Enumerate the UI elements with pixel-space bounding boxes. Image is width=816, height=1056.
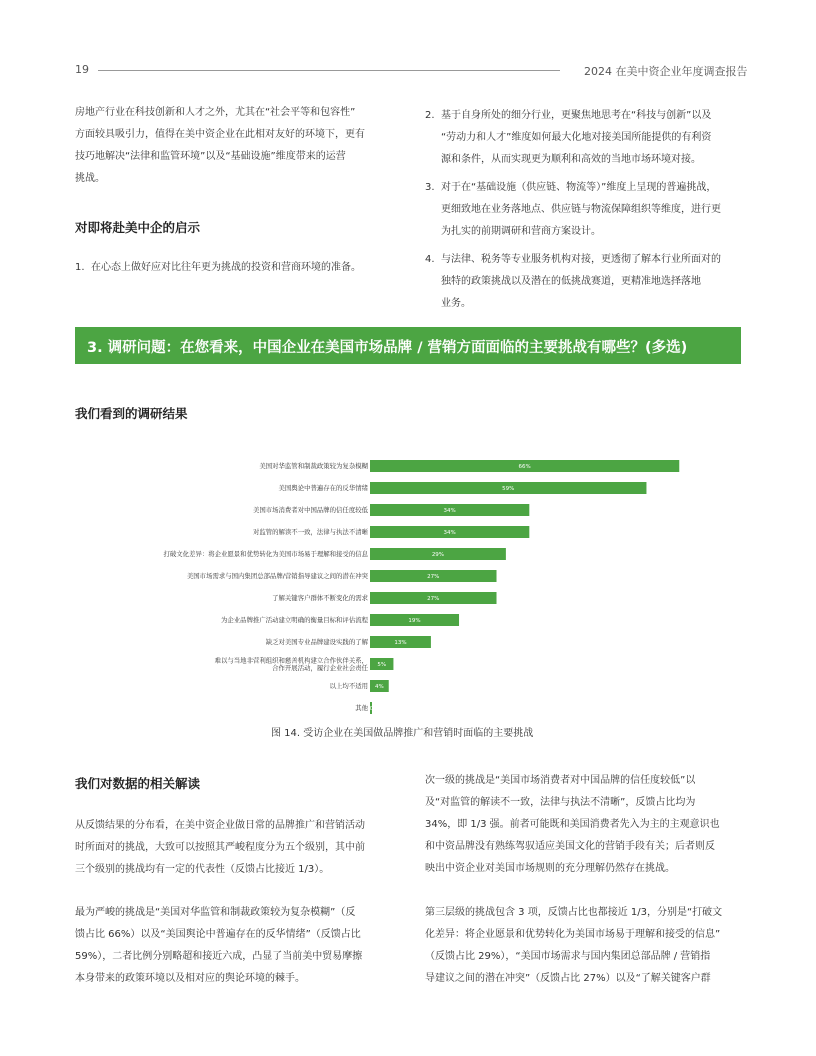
value-label: 4% [375, 684, 384, 690]
text-line: 业务。 [441, 298, 471, 309]
category-label: 难以与当地非营利组织和慈善机构建立合作伙伴关系，合作开展活动，履行企业社会责任 [214, 656, 368, 672]
list-number: 3. [425, 182, 435, 193]
banner-title: 3. 调研问题：在您看来，中国企业在美国市场品牌 / 营销方面面临的主要挑战有哪些？(多选) [87, 340, 688, 356]
text-line: （反馈占比 29%），“美国市场需求与国内集团总部品牌 / 营销指 [425, 951, 711, 962]
category-label: 以上均不适用 [329, 682, 368, 691]
value-label: 34% [443, 530, 456, 536]
left-paragraph-2 [75, 902, 362, 990]
text-line: 导建议之间的潜在冲突”（反馈占比 27%）以及“了解关键客户群 [425, 973, 711, 984]
text-line: “劳动力和人才”维度如何最大化地对接美国所能提供的有利资 [441, 132, 712, 143]
section-heading: 对即将赴美中企的启示 [75, 220, 201, 235]
text-line: 三个级别的挑战均有一定的代表性（反馈占比接近 1/3）。 [75, 864, 330, 875]
right-paragraph-1 [425, 770, 720, 880]
text-line: 和中资品牌没有熟练驾驭适应美国文化的营销手段有关；后者则反 [425, 841, 715, 852]
value-label: 27% [427, 596, 440, 602]
category-label: 对监管的解读不一致，法律与执法不清晰 [252, 528, 368, 537]
text-line: 化差异：将企业愿景和优势转化为美国市场易于理解和接受的信息” [425, 929, 721, 940]
value-label: 34% [443, 508, 456, 514]
category-label: 了解关键客户群体不断变化的需求 [272, 594, 368, 603]
text-line: 独特的政策挑战以及潜在的低挑战赛道，更精准地选择落地 [441, 276, 701, 287]
list-number: 4. [425, 254, 435, 265]
left-list [75, 257, 415, 285]
text-line: 更细致地在业务落地点、供应链与物流保障组织等维度，进行更 [441, 204, 721, 215]
text-line: 基于自身所处的细分行业，更聚焦地思考在“科技与创新”以及 [441, 110, 712, 121]
value-label: 59% [502, 486, 515, 492]
interpretation-heading: 我们对数据的相关解读 [75, 776, 201, 791]
text-line: 从反馈结果的分布看，在美中资企业做日常的品牌推广和营销活动 [75, 820, 365, 831]
text-line: 次一级的挑战是“美国市场消费者对中国品牌的信任度较低”以 [425, 775, 696, 786]
text-line: 34%，即 1/3 强。前者可能既和美国消费者先入为主的主观意识也 [425, 819, 720, 830]
text-line: 馈占比 66%）以及“美国舆论中普遍存在的反华情绪”（反馈占比 [75, 929, 361, 940]
category-label: 美国舆论中普遍存在的反华情绪 [278, 484, 368, 493]
header-rule [98, 70, 560, 71]
value-label: 19% [408, 618, 421, 624]
question-banner [75, 327, 741, 364]
category-label: 美国市场需求与国内集团总部品牌/营销指导建议之间的潜在冲突 [186, 572, 368, 581]
results-heading: 我们看到的调研结果 [75, 406, 188, 421]
text-line: 挑战。 [75, 173, 105, 184]
text-line: 为扎实的前期调研和营商方案设计。 [441, 226, 601, 237]
text-line: 方面较具吸引力，值得在美中资企业在此相对友好的环境下，更有 [75, 129, 365, 140]
category-label: 打破文化差异：将企业愿景和优势转化为美国市场易于理解和接受的信息 [163, 550, 368, 559]
text-line: 最为严峻的挑战是“美国对华监管和制裁政策较为复杂模糊”（反 [75, 907, 356, 918]
value-label: 5% [377, 662, 387, 668]
value-label: 13% [394, 640, 407, 646]
list-item [425, 177, 745, 243]
text-line: 源和条件，从而实现更为顺利和高效的当地市场环境对接。 [441, 154, 701, 165]
list-item [425, 105, 745, 171]
text-line: 与法律、税务等专业服务机构对接，更透彻了解本行业所面对的 [441, 254, 721, 265]
document-title: 2024 在美中资企业年度调查报告 [584, 65, 748, 78]
left-paragraph-1 [75, 815, 365, 881]
right-paragraph-2 [425, 902, 722, 990]
list-number: 2. [425, 110, 435, 121]
challenges-bar-chart [120, 456, 700, 718]
text-line: 技巧地解决“法律和监管环境”以及“基础设施”维度带来的运营 [75, 151, 346, 162]
text-line: 在心态上做好应对比往年更为挑战的投资和营商环境的准备。 [91, 262, 361, 273]
category-label: 为企业品牌推广活动建立明确的衡量目标和评估流程 [221, 616, 368, 625]
list-item [425, 249, 745, 315]
value-label: 0% [369, 706, 379, 712]
text-line: 59%），二者比例分别略超和接近六成，凸显了当前美中贸易摩擦 [75, 951, 363, 962]
list-item [75, 257, 415, 279]
category-label: 美国市场消费者对中国品牌的信任度较低 [252, 506, 368, 515]
text-line: 时所面对的挑战，大致可以按照其严峻程度分为五个级别，其中前 [75, 842, 365, 853]
figure-caption: 图 14. 受访企业在美国做品牌推广和营销时面临的主要挑战 [271, 728, 534, 739]
text-line: 对于在“基础设施（供应链、物流等）”维度上呈现的普遍挑战， [441, 182, 717, 193]
value-label: 27% [427, 574, 440, 580]
text-line: 第三层级的挑战包含 3 项，反馈占比也都接近 1/3，分别是“打破文 [425, 907, 723, 918]
page-number: 19 [75, 63, 89, 76]
category-label: 缺乏对美国专业品牌建设实践的了解 [265, 638, 368, 647]
intro-paragraph [75, 102, 365, 190]
value-label: 29% [431, 552, 445, 558]
text-line: 及“对监管的解读不一致，法律与执法不清晰”，反馈占比均为 [425, 797, 696, 808]
right-list [425, 105, 745, 321]
value-label: 66% [518, 464, 531, 470]
list-number: 1. [75, 262, 85, 273]
category-label: 美国对华监管和制裁政策较为复杂模糊 [259, 462, 368, 471]
text-line: 本身带来的政策环境以及相对应的舆论环境的棘手。 [75, 973, 305, 984]
category-label: 其他 [355, 704, 368, 713]
text-line: 映出中资企业对美国市场规则的充分理解仍然存在挑战。 [425, 863, 675, 874]
text-line: 房地产行业在科技创新和人才之外，尤其在“社会平等和包容性” [75, 107, 356, 118]
